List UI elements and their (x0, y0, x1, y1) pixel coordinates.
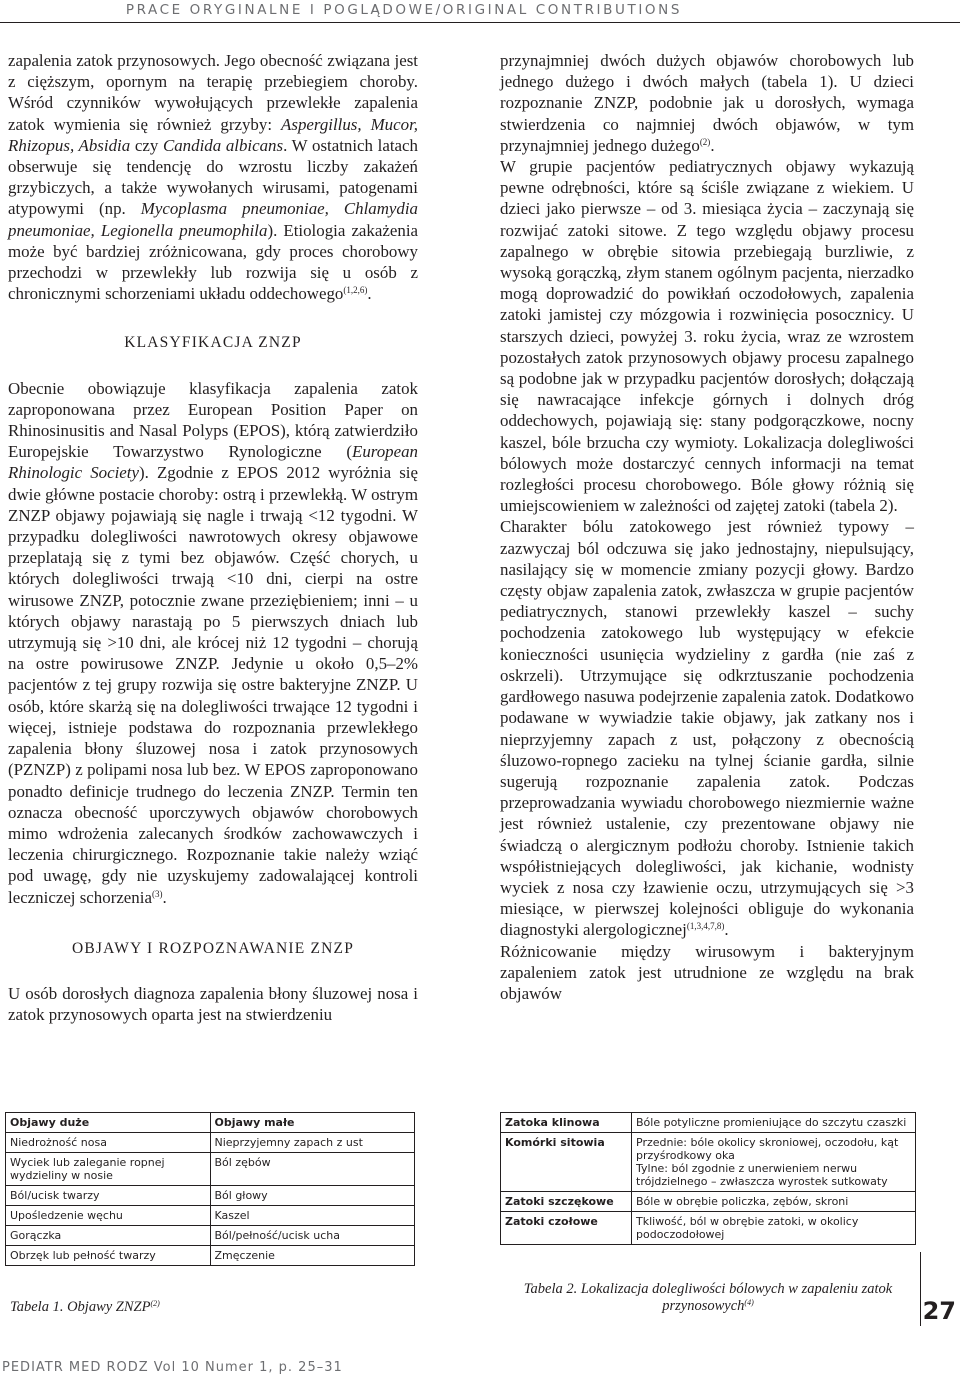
section-heading: KLASYFIKACJA ZNZP (124, 334, 302, 352)
table-row (6, 1246, 415, 1266)
right-column (500, 50, 914, 1004)
text-run: zapalenia zatok przynosowych. Jego obecność związana jest z cięższym, opornym na terapię przebiegiem choroby. Wśród czynników wywołujących przewlekłe zapalenia zatok wymienia się również grzyby: (8, 51, 418, 134)
section-heading: OBJAWY I ROZPOZNAWANIE ZNZP (71, 939, 355, 957)
italic-run: Aspergillus, Mucor, Rhizopus, Absidia (8, 114, 418, 155)
row-header: Zatoki czołowe (501, 1212, 632, 1245)
paragraph (8, 983, 418, 1025)
text-run: Różnicowanie między wirusowym i bakteryjnym zapaleniem zatok jest utrudnione ze względu na brak objawów (500, 941, 914, 1003)
column-header: Objawy małe (210, 1113, 415, 1133)
table-cell: Przednie: bóle okolicy skroniowej, oczodołu, kąt przyśrodkowy oka Tylne: ból zgodnie z unerwieniem nerwu trójdzielnego – zwłaszcza wyrostek sutkowaty (632, 1133, 916, 1192)
citation-ref: (3) (151, 888, 163, 899)
table-pain-location (500, 1112, 916, 1245)
text-run: przynajmniej dwóch dużych objawów chorobowych lub jednego dużego i dwóch małych (tabela 1). U dzieci rozpoznanie ZNZP, podobnie jak u dorosłych, wymaga stwierdzenia co najmniej dwóch objawów, w tym przynajmniej jednego dużego (500, 51, 914, 155)
paragraph (8, 378, 418, 908)
text-run: U osób dorosłych diagnoza zapalenia błony śluzowej nosa i zatok przynosowych oparta jest na stwierdzeniu (8, 983, 418, 1025)
table-cell: Tkliwość, ból w obrębie zatoki, w okolicy podoczodołowej (632, 1212, 916, 1245)
page-number: 27 (922, 1297, 956, 1325)
table-cell: Gorączka (6, 1226, 211, 1246)
text-run: W grupie pacjentów pediatrycznych objawy wykazują pewne odrębności, które są ściśle związane z wiekiem. U dzieci jako pierwsze – od 3. miesiąca życia – zaczynają się rozwijać zatoki sitowe. Z tego względu objawy procesu zapalnego w obrębie sitowia przebiegają burzliwie, z wysoką gorączką, złym stanem ogólnym pacjenta, nierzadko mogą doprowadzić do powikłań oczodołowych, zapalenia zatoki jamistej czy mózgowia i rozwinięcia posocznicy. U starszych dzieci, powyżej 3. roku życia, wraz ze wzrostem pozostałych zatok przynosowych objawy procesu zapalnego są podobne jak w przypadku pacjentów dorosłych; dołączają się nawracające infekcje górnych i dolnych dróg oddechowych, pojawiają się: stany podgorączkowe, nocny kaszel, bóle brzucha czy wymioty. Lokalizacja dolegliwości bólowych może dostarczyć cennych informacji na temat rozległości procesu chorobowego. Bóle głowy różnią się umiejscowieniem w zależności od zajętej zatoki (tabela 2). (500, 157, 914, 516)
journal-footer: PEDIATR MED RODZ Vol 10 Numer 1, p. 25–31 (2, 1360, 343, 1375)
text-run: . (724, 920, 729, 940)
italic-run: Candida albicans (162, 135, 284, 155)
citation-ref: (1,3,4,7,8) (686, 921, 725, 932)
row-header: Komórki sitowia (501, 1133, 632, 1192)
table-row (6, 1153, 415, 1186)
citation-ref: (2) (699, 136, 711, 147)
table-cell: Nieprzyjemny zapach z ust (210, 1133, 415, 1153)
table-1-caption: Tabela 1. Objawy ZNZP$^{(2)}$ (10, 1299, 160, 1315)
text-run: Obecnie obowiązuje klasyfikacja zapalenia zatok zaproponowana przez European Position Paper on Rhinosinusitis and Nasal Polyps (EPOS), którą zatwierdziło Europejskie Towarzystwo Rynologiczne ( (8, 378, 418, 462)
row-header: Zatoki szczękowe (501, 1192, 632, 1212)
text-run: . (162, 887, 167, 907)
page-number-rule (920, 1252, 921, 1326)
table-cell: Niedrożność nosa (6, 1133, 211, 1153)
header-rule (0, 22, 960, 23)
table-cell: Wyciek lub zaleganie ropnej wydzieliny w nosie (6, 1153, 211, 1186)
text-run: . (710, 135, 715, 155)
table-row (6, 1186, 415, 1206)
table-row (501, 1133, 916, 1192)
table-row (501, 1113, 916, 1133)
text-run: ). Etiologia zakażenia może być bardziej zróżnicowana, gdy proces chorobowy przechodzi w przewlekły lub rozwija się u osób z chronicznymi schorzeniami układu oddechowego (8, 220, 419, 304)
citation-ref: (1,2,6) (343, 285, 368, 296)
table-cell: Bóle potyliczne promieniujące do szczytu czaszki (632, 1113, 916, 1133)
table-2-caption: Tabela 2. Lokalizacja dolegliwości bólowych w zapaleniu zatok przynosowych$^{(4)}$ (523, 1281, 893, 1314)
text-run: . W ostatnich latach obserwuje się tendencję do wzrostu liczby zakażeń grzybiczych, a także wywołanych wirusami, patogenami atypowymi (np. (8, 135, 418, 219)
left-column (8, 50, 418, 1025)
table-cell: Upośledzenie węchu (6, 1206, 211, 1226)
text-run: . (367, 284, 372, 304)
table-cell: Zmęczenie (210, 1246, 415, 1266)
text-run: Charakter bólu zatokowego jest również typowy – zazwyczaj ból odczuwa się jako jednostajny, niepulsujący, nasilający się w momencie zmiany pozycji głowy. Bardzo częsty objaw zapalenia zatok, zwłaszcza w grupie pacjentów pediatrycznych, stanowi przewlekły kaszel – suchy pochodzenia zatokowego lub występujący w efekcie konieczności usunięcia wydzieliny z gardła (nie zaś z oskrzeli). Utrzymujące się odkrztuszanie pochodzenia gardłowego nasuwa podejrzenie zapalenia zatok. Dodatkowo podawane w wywiadzie takie objawy, jak zatkany nos i nieprzyjemny zapach z ust, połączony z obecnością śluzowo-ropnego zacieku na tylnej ścianie gardła, silnie sugerują rozpoznanie zapalenia zatok. Podczas przeprowadzania wywiadu chorobowego niezmiernie ważne jest również ustalenie, czy prezentowane objawy nie świadczą o alergicznym podłożu choroby. Istnienie takich współistniejących dolegliwości, jak kichanie, wodnisty wyciek z nosa czy łzawienie oczu, utrzymujących się >3 miesiące, w pierwszej kolejności obliguje do wykonania diagnostyki alergologicznej (500, 517, 914, 940)
table-row (501, 1212, 916, 1245)
paragraph (8, 50, 418, 304)
table-row (6, 1226, 415, 1246)
row-header: Zatoka klinowa (501, 1113, 632, 1133)
table-row (6, 1206, 415, 1226)
table-cell: Bóle w obrębie policzka, zębów, skroni (632, 1192, 916, 1212)
table-cell: Kaszel (210, 1206, 415, 1226)
paragraph (500, 941, 914, 1005)
italic-run: European Rhinologic Society (8, 442, 418, 483)
table-cell: Obrzęk lub pełność twarzy (6, 1246, 211, 1266)
table-cell: Ból zębów (210, 1153, 415, 1186)
table-cell: Ból/pełność/ucisk ucha (210, 1226, 415, 1246)
paragraph (500, 516, 914, 940)
table-row (501, 1192, 916, 1212)
italic-run: Mycoplasma pneumoniae, Chlamydia pneumoniae, Legionella pneumophila (8, 199, 418, 240)
paragraph (500, 156, 914, 516)
running-header: PRACE ORYGINALNE I POGLĄDOWE/ORIGINAL CONTRIBUTIONS (125, 2, 682, 18)
column-header: Objawy duże (6, 1113, 211, 1133)
table-row (6, 1133, 415, 1153)
table-cell: Ból głowy (210, 1186, 415, 1206)
table-cell: Ból/ucisk twarzy (6, 1186, 211, 1206)
paragraph (500, 50, 914, 156)
table-header-row (6, 1113, 415, 1133)
text-run: czy (130, 135, 163, 155)
table-symptoms (5, 1112, 415, 1266)
text-run: ). Zgodnie z EPOS 2012 wyróżnia się dwie główne postacie choroby: ostrą i przewlekłą. W ostrym ZNZP objawy pojawiają się nagle i trwają <12 tygodni. W przypadku dolegliwości nawrotowych okresy objawowe przeplatają się z tymi bez objawów. Część chorych, u których dolegliwości trwają <10 dni, cierpi na ostre wirusowe ZNZP, potocznie zwane przeziębieniem; inni – u których objawy narastają po 5 pierwszych dniach lub utrzymują się >10 dni, ale krócej niż 12 tygodni – chorują na ostre powirusowe ZNZP. Jedynie u około 0,5–2% pacjentów z tej grupy rozwija się ostre bakteryjne ZNZP. U osób, które skarżą się na dolegliwości trwające 12 tygodni i więcej, istnieje podstawa do rozpoznania przewlekłego zapalenia błony śluzowej nosa i zatok przynosowych (PZNZP) z polipami nosa lub bez. W EPOS zaproponowano ponadto definicje trudnego do leczenia ZNZP. Termin ten oznacza obecność uporczywych objawów chorobowych mimo wdrożenia zalecanych środków zachowawczych i leczenia chirurgicznego. Rozpoznanie takie należy wziąć pod uwagę, gdy nie uzyskujemy zadowalającej kontroli leczniczej schorzenia (8, 463, 418, 907)
